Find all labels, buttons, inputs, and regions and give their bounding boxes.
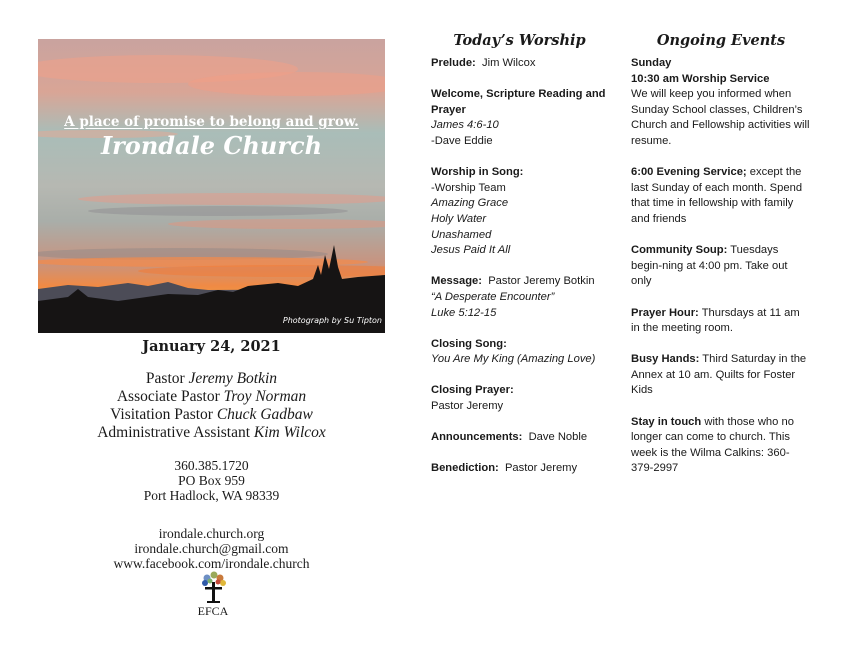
staff-name: Kim Wilcox	[253, 424, 326, 441]
staff-item	[38, 424, 385, 442]
closing-prayer-value: Pastor Jeremy	[431, 400, 504, 413]
closing-prayer-label: Closing Prayer:	[431, 384, 514, 397]
welcome-reader: -Dave Eddie	[431, 134, 493, 147]
facebook-link[interactable]: www.facebook.com/irondale.church	[113, 556, 310, 571]
welcome-section	[431, 87, 616, 149]
prayer-text: Thursdays at 11 am in the meeting room.	[631, 306, 800, 335]
evening-text: except the last Sunday of each month. Spend that time in fellowship with family and friends	[631, 166, 803, 225]
announcements-section	[431, 430, 616, 446]
song-leader: -Worship Team	[431, 181, 506, 194]
web-info	[38, 526, 385, 571]
announcements-label: Announcements:	[431, 431, 523, 444]
welcome-scripture: James 4:6-10	[431, 119, 499, 132]
worship-title: Today’s Worship	[453, 32, 586, 49]
website-link[interactable]: irondale.church.org	[158, 526, 265, 541]
prelude-section	[431, 56, 616, 72]
benediction-label: Benediction:	[431, 462, 499, 475]
prayer-label: Prayer Hour:	[631, 306, 699, 319]
message-title: “A Desperate Encounter”	[431, 290, 555, 303]
busy-hands-text: Third Saturday in the Annex at 10 am. Quilts for Foster Kids	[631, 353, 807, 397]
sunset-image	[38, 39, 385, 333]
song-item: Amazing Grace	[431, 197, 509, 210]
staff-item	[38, 406, 385, 424]
worship-column	[431, 32, 616, 493]
events-column	[631, 32, 811, 493]
tagline: A place of promise to belong and grow.	[64, 114, 359, 130]
staff-name: Troy Norman	[223, 388, 307, 405]
sunday-text: We will keep you informed when Sunday School classes, Children’s Church and Fellowship activities will resume.	[631, 88, 810, 147]
staff-role: Visitation Pastor	[110, 406, 213, 423]
closing-prayer-section	[431, 383, 616, 414]
cover-photo	[38, 39, 385, 333]
staff-role: Associate Pastor	[116, 388, 220, 405]
phone: 360.385.1720	[174, 458, 249, 473]
sunday-label: Sunday	[631, 57, 672, 69]
closing-song-label: Closing Song:	[431, 337, 507, 350]
photo-credit: Photograph by Su Tipton	[282, 316, 382, 325]
staff-role: Pastor	[145, 370, 185, 387]
service-date: January 24, 2021	[142, 338, 281, 355]
prayer-section	[631, 306, 811, 337]
sunday-service: 10:30 am Worship Service	[631, 72, 770, 85]
message-label: Message:	[431, 275, 482, 288]
staff-item	[38, 370, 385, 388]
sunday-section	[631, 56, 811, 150]
evening-label: 6:00 Evening Service;	[631, 166, 747, 179]
po-box: PO Box 959	[178, 473, 245, 488]
evening-section	[631, 165, 811, 227]
efca-label: EFCA	[197, 604, 229, 618]
church-name: Irondale Church	[100, 131, 323, 160]
closing-song-section	[431, 337, 616, 368]
song-item: Unashamed	[431, 228, 492, 241]
prelude-value: Jim Wilcox	[481, 57, 536, 69]
message-speaker: Pastor Jeremy Botkin	[488, 275, 595, 288]
busy-hands-label: Busy Hands:	[631, 353, 700, 366]
stay-in-touch-section	[631, 415, 811, 477]
staff-name: Chuck Gadbaw	[216, 406, 313, 423]
stay-in-touch-text: with those who no longer can come to church. This week is the Wilma Calkins: 360-379-2997	[631, 415, 794, 475]
events-title: Ongoing Events	[656, 32, 786, 49]
soup-label: Community Soup:	[631, 244, 728, 257]
soup-section	[631, 243, 811, 290]
announcements-value: Dave Noble	[528, 431, 588, 444]
city-address: Port Hadlock, WA 98339	[143, 488, 280, 503]
staff-list	[38, 370, 385, 442]
staff-item	[38, 388, 385, 406]
message-section	[431, 274, 616, 321]
closing-song-value: You Are My King (Amazing Love)	[431, 353, 596, 366]
song-label: Worship in Song:	[431, 166, 524, 179]
song-item: Holy Water	[431, 212, 487, 225]
contact-info	[38, 458, 385, 503]
staff-name: Jeremy Botkin	[188, 370, 278, 387]
stay-in-touch-label: Stay in touch	[631, 415, 702, 428]
welcome-label: Welcome, Scripture Reading and Prayer	[431, 88, 606, 116]
song-item: Jesus Paid It All	[431, 244, 511, 257]
benediction-section	[431, 461, 616, 477]
song-section	[431, 165, 616, 259]
prelude-label: Prelude:	[431, 57, 476, 69]
message-scripture: Luke 5:12-15	[431, 306, 497, 319]
benediction-value: Pastor Jeremy	[504, 462, 578, 475]
staff-role: Administrative Assistant	[97, 424, 251, 441]
email-link[interactable]: irondale.church@gmail.com	[134, 541, 289, 556]
busy-hands-section	[631, 352, 811, 399]
soup-text: Tuesdays begin-ning at 4:00 pm. Take out only	[631, 244, 788, 288]
